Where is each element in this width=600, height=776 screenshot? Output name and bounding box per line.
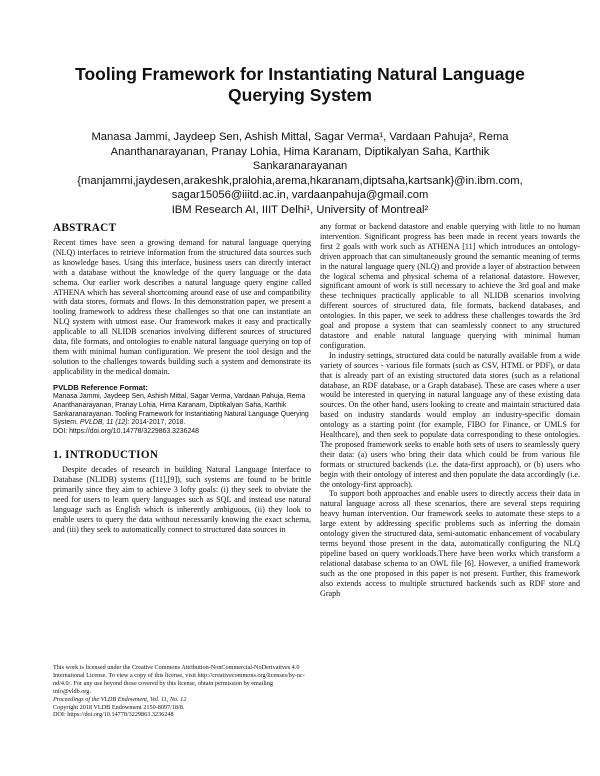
author-line-1: Manasa Jammi, Jaydeep Sen, Ashish Mittal, Sagar Verma¹, Vardaan Pahuja², Rema <box>91 131 509 143</box>
introduction-heading: 1. INTRODUCTION <box>53 449 159 462</box>
right-paragraph-1: any format or backend datastore and enable querying with little to no human intervention. Significant progress has been made in recent years towards the first 2 goals with work such as ATHENA [11] which introduces an ontology-driven approach that can simultaneously ground the semantic meaning of terms in the natural language query (NLQ) and provide a layer of abstraction between the logical schema and physical schema of a relational datastore. However, significant amount of work is still necessary to achieve the 3rd goal and make these techniques practically applicable to all NLIDB scenarios involving different sources of structured data, file formats, backend databases, and ontologies. In this paper, we seek to address these challenges towards the 3rd goal and propose a system that can seamlessly connect to any structured datastore and enable natural language querying with minimal human configuration. <box>320 222 580 350</box>
right-paragraph-2: In industry settings, structured data could be naturally available from a wide variety of sources - various file formats (such as CSV, HTML or PDF), or data that is already part of an existing structured data stores (such as a relational database, an RDF database, or a Graph database). These are cases where a user would be interested in querying in natural language any of these existing data sources. On the other hand, users looking to create and maintain structured data based on industry standards would employ an industry-specific domain ontology as a starting point (for example, FIBO for Finance, or UMLS for Healthcare), and then seek to populate data corresponding to these ontologies. The proposed framework seeks to enable both sets of users to seamlessly query their data: (a) users who bring their data which could be from various file formats or structured backends (i.e. the data-first approach), or (b) users who begin with their ontology of interest and then populate the data accordingly (i.e. the ontology-first approach). <box>320 350 580 489</box>
proceedings-text: Proceedings of the VLDB Endowment, Vol. 11, No. 12 <box>53 695 187 703</box>
reference-format <box>53 383 311 438</box>
author-line-3: Sankaranarayanan <box>252 160 348 173</box>
author-block <box>40 130 560 218</box>
reference-format-text <box>53 393 311 438</box>
footnote-doi: DOI: https://doi.org/10.14778/3229863.3236248 <box>53 711 174 719</box>
abstract-text: Recent times have seen a growing demand for natural language querying (NLQ) interfaces to retrieve information from the structured data sources such as knowledge bases. Using this interface, business users can directly interact with a database without the knowledge of the query language or the data schema. Our earlier work describes a natural language query engine called ATHENA which has several shortcoming around ease of use and compatibility with data stores, formats and flows. In this demonstration paper, we present a tooling framework to address these challenges so that one can instantiate an NLQ system with utmost ease. Our framework makes it easy and practically applicable to all NLIDB scenarios involving different sources of structured data, file formats, and ontologies to enable natural language querying on top of them with minimal human configuration. We present the tool design and the solution to the challenges towards building such a system and demonstrate its applicability in the medical domain. <box>53 238 311 376</box>
reference-doi: DOI: https://doi.org/10.14778/3229863.3236248 <box>53 428 199 436</box>
paper-title <box>40 64 560 106</box>
reference-authors: Manasa Jammi, Jaydeep Sen, Ashish Mittal, Sagar Verma, Vardaan Pahuja, Rema Ananthanarayanan, Pranay Lohia, Hima Karanam, Diptikalyan Saha, Karthik Sankaranarayanan. Tooling Framework for Instantiating Natural Language Querying System. <box>53 392 309 427</box>
reference-pages: 2014-2017, 2018. <box>129 419 186 427</box>
author-emails-line-2: sagar15056@iiitd.ac.in, vardaanpahuja@gmail.com <box>171 189 429 202</box>
abstract-heading: ABSTRACT <box>53 222 117 234</box>
right-paragraph-3: To support both approaches and enable users to directly access their data in natural language across all these scenarios, there are several steps requiring heavy human intervention. Our framework seeks to automate these steps to a large extent by addressing specific problems such as inferring the domain ontology given the structured data, semi-automatic enhancement of vocabulary terms beyond those present in the data, automatically configuring the NLQ pipeline based on query workloads.There have been works which transform a relational database schema to an OWL file [6]. However, a unified framework such as the one proposed in this paper is not present. Further, this framework also extends access to multiple structured backends such as RDF store and Graph <box>320 489 580 598</box>
license-text: This work is licensed under the Creative Commons Attribution-NonCommercial-NoDerivatives 4.0 International License. To view a copy of this license, visit http://creativecommons.org/licenses/by-nc-nd/4.0/. For any use beyond those covered by this license, obtain permission by emailing info@vldb.org. <box>53 664 305 695</box>
author-affiliations: IBM Research AI, IIIT Delhi¹, University of Montreal² <box>171 203 429 216</box>
reference-venue: PVLDB, 11 (12): <box>79 419 130 427</box>
license-footnote <box>53 664 311 719</box>
author-emails-line-1: {manjammi,jaydesen,arakeshk,pralohia,arema,hkaranam,diptsaha,kartsank}@in.ibm.com, <box>77 174 523 187</box>
reference-format-heading: PVLDB Reference Format: <box>53 382 148 392</box>
title-line-2: Querying System <box>228 85 372 105</box>
title-line-1: Tooling Framework for Instantiating Natural Language <box>75 64 525 84</box>
copyright-text: Copyright 2018 VLDB Endowment 2150-8097/18/8. <box>53 703 185 711</box>
author-line-2: Ananthanarayanan, Pranay Lohia, Hima Karanam, Diptikalyan Saha, Karthik <box>110 145 490 158</box>
right-column <box>320 222 580 598</box>
introduction-text: Despite decades of research in building Natural Language Interface to Database (NLIDB) systems ([11],[9]), such systems are found to be brittle primarily since they aim to achieve 3 lofty goals: (i) they seek to obviate the need for users to learn query languages such as SQL and instead use natural language such as English which is inherently ambiguous, (ii) they look to enable users to query the data without necessarily knowing the exact schema, and (iii) they seek to automatically connect to structured data sources in <box>53 465 311 534</box>
left-column <box>53 222 311 535</box>
